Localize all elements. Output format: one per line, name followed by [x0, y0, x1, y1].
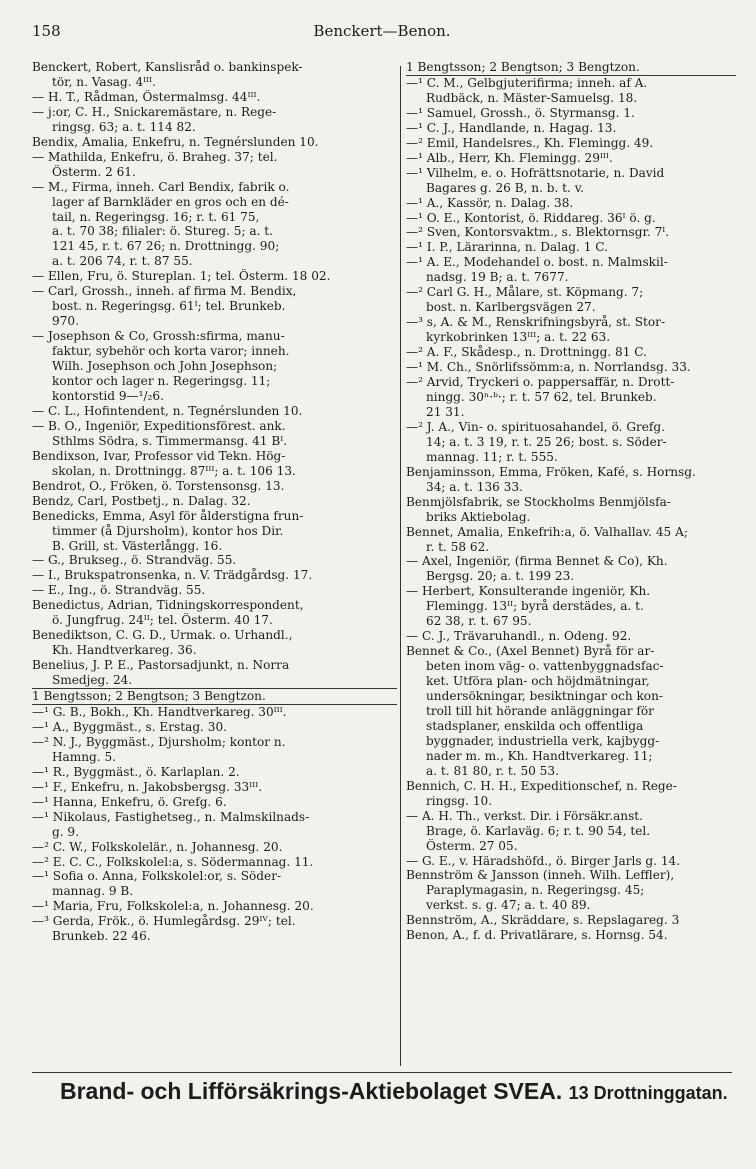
directory-line: —¹ I. P., Lärarinna, n. Dalag. 1 C.: [406, 240, 608, 255]
directory-line: —¹ A., Kassör, n. Dalag. 38.: [406, 195, 574, 210]
directory-line: Brunkeb. 22 46.: [52, 929, 151, 944]
directory-line: — Herbert, Konsulterande ingeniör, Kh.: [406, 584, 651, 599]
directory-line: a. t. 81 80, r. t. 50 53.: [426, 763, 559, 778]
directory-line: troll till hit hörande anläggningar för: [426, 703, 654, 718]
directory-line: kontor och lager n. Regeringsg. 11;: [52, 374, 271, 389]
directory-line: Österm. 2 61.: [52, 164, 136, 179]
directory-line: —² Arvid, Tryckeri o. pappersaffär, n. Drott-: [406, 375, 675, 390]
directory-line: lager af Barnkläder en gros och en dé-: [52, 194, 289, 209]
directory-line: —² N. J., Byggmäst., Djursholm; kontor n.: [32, 734, 286, 749]
directory-line: Bendz, Carl, Postbetj., n. Dalag. 32.: [32, 493, 251, 508]
directory-line: Bennet, Amalia, Enkefrih:a, ö. Valhallav. 45 A;: [406, 524, 688, 539]
directory-line: mannag. 9 B.: [52, 884, 134, 899]
directory-line: Wilh. Josephson och John Josephson;: [52, 359, 278, 374]
directory-line: Benediktson, C. G. D., Urmak. o. Urhandl.,: [32, 628, 293, 643]
directory-line: — Mathilda, Enkefru, ö. Braheg. 37; tel.: [32, 149, 278, 164]
directory-line: Bennström, A., Skräddare, s. Repslagareg. 3: [406, 913, 680, 928]
directory-line: — H. T., Rådman, Östermalmsg. 44ᴵᴵᴵ.: [32, 89, 261, 104]
directory-line: —³ Gerda, Frök., ö. Humlegårdsg. 29ᴵⱽ; tel.: [32, 914, 296, 929]
directory-line: — C. L., Hofintendent, n. Tegnérslunden 10.: [32, 403, 303, 418]
directory-line: Bergsg. 20; a. t. 199 23.: [426, 569, 575, 584]
directory-line: — A. H. Th., verkst. Dir. i Försäkr.anst.: [406, 808, 643, 823]
directory-line: —² Sven, Kontorsvaktm., s. Blektornsgr. 7ᴵ.: [406, 225, 670, 240]
directory-line: tail, n. Regeringsg. 16; r. t. 61 75,: [52, 209, 260, 224]
directory-line: —¹ Alb., Herr, Kh. Flemingg. 29ᴵᴵᴵ.: [406, 150, 613, 165]
directory-line: briks Aktiebolag.: [426, 509, 531, 524]
directory-line: Benon, A., f. d. Privatlärare, s. Hornsg. 54.: [406, 928, 668, 943]
directory-line: Bendixson, Ivar, Professor vid Tekn. Hög-: [32, 448, 286, 463]
directory-line: —¹ F., Enkefru, n. Jakobsbergsg. 33ᴵᴵᴵ.: [32, 779, 263, 794]
footer-advertisement: [60, 1078, 740, 1114]
directory-line: —¹ C. J., Handlande, n. Hagag. 13.: [406, 120, 617, 135]
directory-line: ket. Utföra plan- och höjdmätningar,: [426, 674, 650, 689]
directory-line: Bennet & Co., (Axel Bennet) Byrå för ar-: [406, 644, 655, 659]
directory-line: —¹ Samuel, Grossh., ö. Styrmansg. 1.: [406, 105, 635, 120]
directory-line: — M., Firma, inneh. Carl Bendix, fabrik o.: [32, 179, 290, 194]
page-header: [32, 22, 732, 44]
directory-line: Benedicks, Emma, Asyl för ålderstigna frun-: [32, 508, 304, 523]
directory-line: —¹ A., Byggmäst., s. Erstag. 30.: [32, 719, 227, 734]
directory-line: faktur, sybehör och korta varor; inneh.: [52, 344, 290, 359]
directory-line: nader m. m., Kh. Handtverkareg. 11;: [426, 748, 653, 763]
directory-line: —² J. A., Vin- o. spirituosahandel, ö. Grefg.: [406, 419, 665, 434]
directory-line: — Ellen, Fru, ö. Stureplan. 1; tel. Österm. 18 02.: [32, 269, 331, 284]
directory-line: g. 9.: [52, 824, 79, 839]
directory-line: Benckert, Robert, Kanslisråd o. bankinspek-: [32, 60, 303, 74]
directory-line: Bennström & Jansson (inneh. Wilh. Leffler),: [406, 868, 675, 883]
directory-line: 21 31.: [426, 404, 465, 419]
directory-line: verkst. s. g. 47; a. t. 40 89.: [426, 898, 591, 913]
directory-line: — Josephson & Co, Grossh:sfirma, manu-: [32, 329, 285, 344]
directory-line: Österm. 27 05.: [426, 838, 518, 853]
left-column: [32, 60, 397, 944]
directory-line: 62 38, r. t. 67 95.: [426, 614, 532, 629]
directory-line: B. Grill, st. Västerlångg. 16.: [52, 538, 223, 553]
directory-line: 1 Bengtsson; 2 Bengtson; 3 Bengtzon.: [32, 689, 397, 705]
directory-line: a. t. 206 74, r. t. 87 55.: [52, 254, 193, 269]
page-number: 158: [32, 22, 61, 40]
directory-line: — B. O., Ingeniör, Expeditionsförest. ank.: [32, 418, 286, 433]
directory-line: kontorstid 9—¹/₂6.: [52, 388, 164, 403]
directory-line: —¹ R., Byggmäst., ö. Karlaplan. 2.: [32, 764, 240, 779]
directory-line: Bennich, C. H. H., Expeditionschef, n. Rege-: [406, 778, 677, 793]
directory-line: timmer (å Djursholm), kontor hos Dir.: [52, 523, 284, 538]
directory-line: 970.: [52, 314, 79, 329]
directory-line: nadsg. 19 B; a. t. 7677.: [426, 270, 569, 285]
directory-line: Paraplymagasin, n. Regeringsg. 45;: [426, 883, 645, 898]
directory-line: Rudbäck, n. Mäster-Samuelsg. 18.: [426, 90, 638, 105]
directory-line: Kh. Handtverkareg. 36.: [52, 643, 197, 658]
advert-address: 13 Drottninggatan.: [568, 1083, 728, 1103]
advert-text: Brand- och Lifförsäkrings-Aktiebolaget SVEA.: [60, 1078, 563, 1104]
directory-line: 14; a. t. 3 19, r. t. 25 26; bost. s. Söder-: [426, 434, 667, 449]
directory-line: Benelius, J. P. E., Pastorsadjunkt, n. Norra: [32, 658, 290, 673]
directory-line: —¹ Maria, Fru, Folkskolel:a, n. Johannesg. 20.: [32, 899, 314, 914]
directory-line: a. t. 70 38; filialer: ö. Stureg. 5; a. t.: [52, 224, 274, 239]
directory-line: Bendrot, O., Fröken, ö. Torstensonsg. 13.: [32, 478, 285, 493]
directory-line: byggnader, industriella verk, kajbygg-: [426, 733, 660, 748]
directory-line: bost. n. Regeringsg. 61ᴵ; tel. Brunkeb.: [52, 299, 286, 314]
directory-line: 34; a. t. 136 33.: [426, 479, 523, 494]
directory-line: beten inom väg- o. vattenbyggnadsfac-: [426, 659, 664, 674]
directory-line: —² A. F., Skådesp., n. Drottningg. 81 C.: [406, 345, 647, 360]
directory-line: — j:or, C. H., Snickaremästare, n. Rege-: [32, 104, 277, 119]
directory-line: —¹ Vilhelm, e. o. Hofrättsnotarie, n. David: [406, 165, 665, 180]
directory-line: —³ s, A. & M., Renskrifningsbyrå, st. Stor-: [406, 315, 666, 330]
directory-line: —¹ M. Ch., Snörlifssömm:a, n. Norrlandsg. 33.: [406, 360, 691, 375]
right-column: [406, 60, 736, 943]
directory-line: Bagares g. 26 B, n. b. t. v.: [426, 180, 584, 195]
directory-line: —¹ Hanna, Enkefru, ö. Grefg. 6.: [32, 794, 227, 809]
directory-line: — I., Brukspatronsenka, n. V. Trädgårdsg. 17.: [32, 568, 313, 583]
directory-line: — E., Ing., ö. Strandväg. 55.: [32, 583, 206, 598]
directory-line: Hamng. 5.: [52, 749, 116, 764]
directory-line: — G. E., v. Häradshöfd., ö. Birger Jarls g. 14.: [406, 853, 681, 868]
directory-line: —¹ A. E., Modehandel o. bost. n. Malmskil-: [406, 255, 668, 270]
directory-line: Bendix, Amalia, Enkefru, n. Tegnérslunden 10.: [32, 134, 319, 149]
directory-line: —¹ C. M., Gelbgjuterifirma; inneh. af A.: [406, 75, 648, 90]
directory-line: ringsg. 63; a. t. 114 82.: [52, 119, 196, 134]
directory-line: — G., Brukseg., ö. Strandväg. 55.: [32, 553, 237, 568]
directory-line: kyrkobrinken 13ᴵᴵᴵ; a. t. 22 63.: [426, 330, 611, 345]
directory-line: Brage, ö. Karlaväg. 6; r. t. 90 54, tel.: [426, 823, 651, 838]
directory-line: Benjaminsson, Emma, Fröken, Kafé, s. Hornsg.: [406, 464, 696, 479]
running-title: Benckert—Benon.: [313, 22, 451, 40]
directory-line: stadsplaner, enskilda och offentliga: [426, 718, 644, 733]
directory-line: —² Emil, Handelsres., Kh. Flemingg. 49.: [406, 135, 654, 150]
directory-line: Benmjölsfabrik, se Stockholms Benmjölsfa-: [406, 494, 671, 509]
directory-line: — Axel, Ingeniör, (firma Bennet & Co), Kh.: [406, 554, 668, 569]
directory-line: 121 45, r. t. 67 26; n. Drottningg. 90;: [52, 239, 280, 254]
directory-line: —¹ Nikolaus, Fastighetseg., n. Malmskilnads-: [32, 809, 310, 824]
directory-line: —¹ G. B., Bokh., Kh. Handtverkareg. 30ᴵᴵᴵ.: [32, 704, 287, 719]
directory-line: — Carl, Grossh., inneh. af firma M. Bendix,: [32, 284, 297, 299]
directory-line: ö. Jungfrug. 24ᴵᴵ; tel. Österm. 40 17.: [52, 613, 273, 628]
directory-line: tör, n. Vasag. 4ᴵᴵᴵ.: [52, 74, 156, 89]
footer-rule: [32, 1072, 732, 1073]
directory-line: —¹ O. E., Kontorist, ö. Riddareg. 36ᴵ ö. g.: [406, 210, 656, 225]
directory-line: undersökningar, besiktningar och kon-: [426, 689, 663, 704]
directory-line: Flemingg. 13ᴵᴵ; byrå derstädes, a. t.: [426, 599, 644, 614]
directory-line: —¹ Sofia o. Anna, Folkskolel:or, s. Söder-: [32, 869, 282, 884]
directory-line: Smedjeg. 24.: [32, 673, 397, 689]
directory-line: —² E. C. C., Folkskolel:a, s. Södermannag. 11.: [32, 854, 314, 869]
directory-line: Sthlms Södra, s. Timmermansg. 41 Bᴵ.: [52, 433, 288, 448]
directory-line: — C. J., Trävaruhandl., n. Odeng. 92.: [406, 629, 632, 644]
directory-line: mannag. 11; r. t. 555.: [426, 449, 558, 464]
directory-line: —² C. W., Folkskolelär., n. Johannesg. 20.: [32, 839, 283, 854]
directory-line: Benedictus, Adrian, Tidningskorrespondent,: [32, 598, 304, 613]
directory-line: ningg. 30ⁿ·ᵇ·; r. t. 57 62, tel. Brunkeb.: [426, 389, 657, 404]
directory-line: ringsg. 10.: [426, 793, 493, 808]
directory-line: 1 Bengtsson; 2 Bengtson; 3 Bengtzon.: [406, 60, 736, 76]
directory-line: r. t. 58 62.: [426, 539, 490, 554]
directory-line: —² Carl G. H., Målare, st. Köpmang. 7;: [406, 285, 644, 300]
column-divider: [400, 66, 401, 1066]
directory-line: bost. n. Karlbergsvägen 27.: [426, 300, 596, 315]
directory-line: skolan, n. Drottningg. 87ᴵᴵᴵ; a. t. 106 13.: [52, 463, 296, 478]
